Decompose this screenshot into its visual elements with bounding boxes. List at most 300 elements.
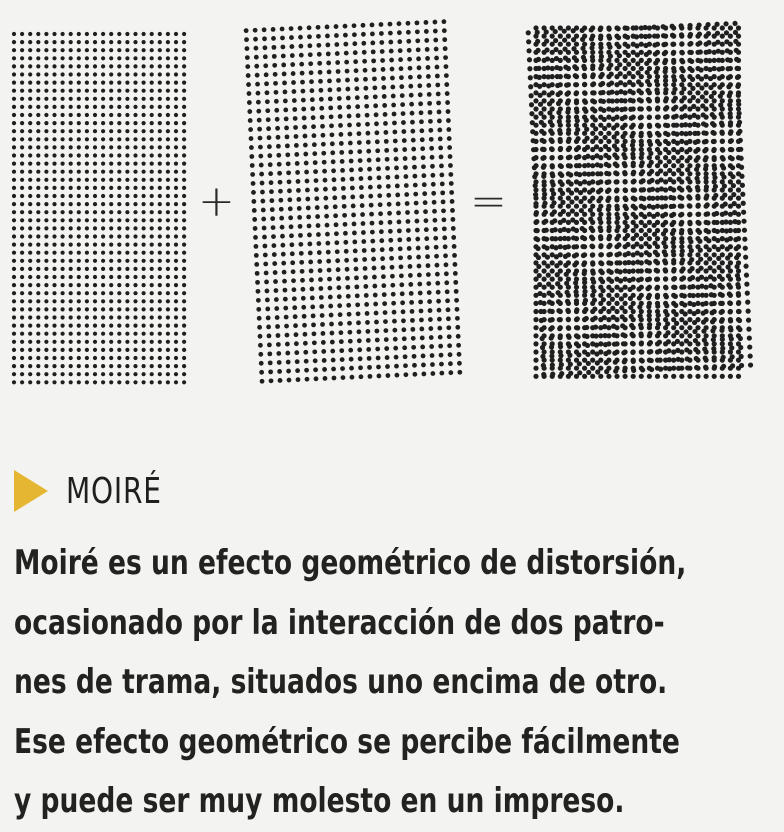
screen-dot	[363, 284, 368, 289]
screen-dot	[601, 99, 606, 104]
screen-dot	[117, 64, 121, 68]
screen-dot	[28, 89, 32, 93]
screen-dot	[417, 83, 422, 88]
screen-dot	[721, 174, 726, 179]
screen-dot	[709, 103, 714, 108]
screen-dot	[447, 343, 452, 348]
screen-dot	[336, 276, 341, 281]
screen-dot	[85, 186, 89, 190]
screen-dot	[590, 374, 595, 379]
screen-dot	[591, 280, 596, 285]
screen-dot	[166, 64, 170, 68]
screen-dot	[654, 69, 659, 74]
screen-dot	[564, 92, 569, 97]
screen-dot	[542, 349, 547, 354]
screen-dot	[85, 226, 89, 230]
screen-dot	[329, 313, 334, 318]
screen-dot	[687, 374, 692, 379]
screen-dot	[629, 134, 634, 139]
screen-dot	[674, 132, 679, 137]
screen-dot	[117, 178, 121, 182]
screen-dot	[313, 367, 318, 372]
screen-dot	[573, 91, 578, 96]
screen-dot	[720, 148, 725, 153]
screen-dot	[117, 170, 121, 174]
screen-dot	[133, 48, 137, 52]
screen-dot	[557, 128, 562, 133]
screen-dot	[182, 275, 186, 279]
screen-dot	[591, 81, 596, 86]
screen-dot	[28, 137, 32, 141]
screen-dot	[631, 170, 636, 175]
screen-dot	[174, 243, 178, 247]
screen-dot	[551, 200, 556, 205]
screen-dot	[325, 34, 330, 39]
screen-dot	[93, 56, 97, 60]
screen-dot	[688, 41, 693, 46]
screen-dot	[101, 315, 105, 319]
screen-dot	[12, 129, 16, 133]
screen-dot	[555, 272, 560, 277]
screen-dot	[343, 33, 348, 38]
screen-dot	[455, 307, 460, 312]
screen-dot	[533, 349, 538, 354]
screen-dot	[546, 273, 551, 278]
screen-dot	[150, 356, 154, 360]
screen-dot	[174, 291, 178, 295]
screen-dot	[12, 340, 16, 344]
screen-dot	[723, 21, 728, 26]
screen-dot	[257, 316, 262, 321]
screen-dot	[358, 365, 363, 370]
screen-dot	[101, 113, 105, 117]
screen-dot	[301, 296, 306, 301]
screen-dot	[150, 72, 154, 76]
screen-dot	[69, 299, 73, 303]
screen-dot	[537, 273, 542, 278]
screen-dot	[664, 96, 669, 101]
screen-dot	[691, 302, 696, 307]
screen-dot	[598, 27, 603, 32]
screen-dot	[389, 58, 394, 63]
screen-dot	[573, 289, 578, 294]
screen-dot	[357, 329, 362, 334]
screen-dot	[358, 158, 363, 163]
screen-dot	[693, 347, 698, 352]
screen-dot	[307, 233, 312, 238]
screen-dot	[101, 340, 105, 344]
screen-dot	[425, 47, 430, 52]
screen-dot	[342, 204, 347, 209]
screen-dot	[28, 340, 32, 344]
screen-dot	[117, 56, 121, 60]
screen-dot	[395, 184, 400, 189]
screen-dot	[420, 345, 425, 350]
screen-dot	[44, 251, 48, 255]
screen-dot	[28, 40, 32, 44]
screen-dot	[625, 35, 630, 40]
screen-dot	[661, 222, 666, 227]
screen-dot	[267, 153, 272, 158]
screen-dot	[627, 80, 632, 85]
screen-dot	[739, 165, 744, 170]
screen-dot	[706, 238, 711, 243]
screen-dot	[418, 101, 423, 106]
screen-dot	[609, 279, 614, 284]
screen-dot	[158, 113, 162, 117]
screen-dot	[321, 151, 326, 156]
screen-dot	[656, 114, 661, 119]
screen-dot	[583, 307, 588, 312]
screen-dot	[401, 120, 406, 125]
screen-dot	[150, 64, 154, 68]
screen-dot	[620, 323, 625, 328]
screen-dot	[117, 234, 121, 238]
screen-dot	[316, 43, 321, 48]
screen-dot	[555, 290, 560, 295]
screen-dot	[634, 34, 639, 39]
screen-dot	[326, 61, 331, 66]
screen-dot	[731, 183, 736, 188]
screen-dot	[446, 127, 451, 132]
screen-dot	[388, 40, 393, 45]
screen-dot	[743, 246, 748, 251]
screen-dot	[281, 54, 286, 59]
screen-dot	[613, 161, 618, 166]
screen-dot	[643, 43, 648, 48]
screen-dot	[93, 145, 97, 149]
screen-dot	[357, 140, 362, 145]
screen-dot	[398, 48, 403, 53]
screen-dot	[565, 109, 570, 114]
screen-dot	[665, 114, 670, 119]
screen-dot	[567, 136, 572, 141]
screen-dot	[453, 271, 458, 276]
screen-dot	[61, 356, 65, 360]
screen-dot	[20, 283, 24, 287]
screen-dot	[321, 142, 326, 147]
screen-dot	[85, 307, 89, 311]
screen-dot	[681, 284, 686, 289]
screen-dot	[52, 210, 56, 214]
screen-dot	[44, 137, 48, 141]
screen-dot	[117, 194, 121, 198]
screen-dot	[254, 46, 259, 51]
screen-dot	[656, 313, 661, 318]
screen-dot	[133, 315, 137, 319]
screen-dot	[133, 210, 137, 214]
screen-dot	[571, 235, 576, 240]
screen-dot	[336, 285, 341, 290]
screen-dot	[174, 64, 178, 68]
screen-dot	[415, 20, 420, 25]
screen-dot	[566, 42, 571, 47]
screen-dot	[20, 186, 24, 190]
screen-dot	[280, 225, 285, 230]
screen-dot	[142, 186, 146, 190]
screen-dot	[69, 113, 73, 117]
screen-dot	[353, 50, 358, 55]
screen-dot	[635, 259, 640, 264]
screen-dot	[150, 332, 154, 336]
screen-dot	[706, 31, 711, 36]
screen-dot	[256, 91, 261, 96]
screen-dot	[101, 299, 105, 303]
screen-dot	[326, 52, 331, 57]
screen-dot	[373, 293, 378, 298]
screen-dot	[61, 145, 65, 149]
screen-dot	[282, 72, 287, 77]
screen-dot	[109, 307, 113, 311]
screen-dot	[309, 269, 314, 274]
screen-dot	[254, 262, 259, 267]
screen-dot	[647, 228, 652, 233]
screen-dot	[698, 257, 703, 262]
screen-dot	[712, 374, 717, 379]
screen-dot	[326, 250, 331, 255]
screen-dot	[174, 226, 178, 230]
screen-dot	[52, 218, 56, 222]
screen-dot	[701, 329, 706, 334]
screen-dot	[125, 64, 129, 68]
screen-dot	[442, 226, 447, 231]
screen-dot	[701, 112, 706, 117]
screen-dot	[150, 194, 154, 198]
screen-dot	[707, 49, 712, 54]
screen-dot	[617, 53, 622, 58]
screen-dot	[133, 356, 137, 360]
screen-dot	[698, 49, 703, 54]
screen-dot	[639, 349, 644, 354]
screen-dot	[570, 208, 575, 213]
screen-dot	[277, 369, 282, 374]
screen-dot	[117, 153, 121, 157]
screen-dot	[133, 186, 137, 190]
screen-dot	[538, 102, 543, 107]
screen-dot	[733, 237, 738, 242]
screen-dot	[596, 180, 601, 185]
screen-dot	[676, 177, 681, 182]
screen-dot	[142, 307, 146, 311]
screen-dot	[589, 226, 594, 231]
screen-dot	[539, 318, 544, 323]
screen-dot	[142, 202, 146, 206]
screen-dot	[697, 31, 702, 36]
screen-dot	[574, 109, 579, 114]
screen-dot	[247, 109, 252, 114]
screen-dot	[656, 123, 661, 128]
screen-dot	[295, 170, 300, 175]
body-paragraph	[14, 534, 739, 832]
screen-dot	[427, 101, 432, 106]
screen-dot	[174, 356, 178, 360]
screen-dot	[410, 318, 415, 323]
screen-dot	[719, 328, 724, 333]
screen-dot	[641, 196, 646, 201]
screen-dot	[581, 55, 586, 60]
screen-dot	[158, 162, 162, 166]
screen-dot	[410, 309, 415, 314]
screen-dot	[690, 284, 695, 289]
screen-dot	[77, 170, 81, 174]
screen-dot	[708, 283, 713, 288]
screen-dot	[646, 295, 651, 300]
screen-dot	[554, 65, 559, 70]
screen-dot	[563, 254, 568, 259]
screen-dot	[302, 116, 307, 121]
screen-dot	[712, 268, 717, 273]
screen-dot	[158, 72, 162, 76]
screen-dot	[52, 283, 56, 287]
screen-dot	[712, 166, 717, 171]
screen-dot	[593, 126, 598, 131]
screen-dot	[133, 129, 137, 133]
screen-dot	[652, 33, 657, 38]
screen-dot	[665, 132, 670, 137]
screen-dot	[568, 362, 573, 367]
screen-dot	[36, 162, 40, 166]
screen-dot	[328, 105, 333, 110]
screen-dot	[573, 73, 578, 78]
screen-dot	[85, 32, 89, 36]
screen-dot	[256, 109, 261, 114]
screen-dot	[664, 303, 669, 308]
screen-dot	[166, 32, 170, 36]
screen-dot	[663, 285, 668, 290]
screen-dot	[319, 97, 324, 102]
screen-dot	[542, 285, 547, 290]
screen-dot	[12, 97, 16, 101]
screen-dot	[413, 183, 418, 188]
screen-dot	[109, 56, 113, 60]
screen-dot	[674, 330, 679, 335]
screen-dot	[545, 264, 550, 269]
screen-dot	[567, 353, 572, 358]
screen-dot	[356, 311, 361, 316]
screen-dot	[629, 314, 634, 319]
screen-dot	[409, 102, 414, 107]
screen-dot	[36, 72, 40, 76]
screen-dot	[720, 260, 725, 265]
screen-dot	[117, 364, 121, 368]
screen-dot	[308, 52, 313, 57]
screen-dot	[375, 347, 380, 352]
screen-dot	[28, 348, 32, 352]
screen-dot	[182, 97, 186, 101]
screen-dot	[355, 95, 360, 100]
screen-dot	[376, 356, 381, 361]
screen-dot	[685, 365, 690, 370]
screen-dot	[555, 281, 560, 286]
screen-dot	[263, 63, 268, 68]
screen-dot	[671, 374, 676, 379]
screen-dot	[734, 264, 739, 269]
screen-dot	[44, 121, 48, 125]
screen-dot	[629, 323, 634, 328]
screen-dot	[549, 146, 554, 151]
screen-dot	[434, 56, 439, 61]
screen-dot	[327, 87, 332, 92]
screen-dot	[133, 202, 137, 206]
screen-dot	[28, 226, 32, 230]
screen-dot	[541, 363, 546, 368]
screen-dot	[150, 251, 154, 255]
screen-dot	[658, 177, 663, 182]
screen-dot	[267, 135, 272, 140]
screen-dot	[69, 340, 73, 344]
screen-dot	[716, 256, 721, 261]
screen-dot	[182, 340, 186, 344]
screen-dot	[150, 364, 154, 368]
screen-dot	[457, 370, 462, 375]
screen-dot	[133, 170, 137, 174]
screen-dot	[69, 259, 73, 263]
screen-dot	[686, 185, 691, 190]
screen-dot	[335, 258, 340, 263]
screen-dot	[174, 340, 178, 344]
screen-dot	[622, 368, 627, 373]
screen-dot	[702, 338, 707, 343]
screen-dot	[182, 202, 186, 206]
screen-dot	[12, 121, 16, 125]
screen-dot	[403, 363, 408, 368]
screen-dot	[310, 88, 315, 93]
screen-dot	[69, 226, 73, 230]
screen-dot	[44, 48, 48, 52]
screen-dot	[109, 145, 113, 149]
screen-dot	[109, 40, 113, 44]
screen-dot	[20, 218, 24, 222]
screen-dot	[294, 143, 299, 148]
screen-dot	[550, 268, 555, 273]
screen-dot	[718, 301, 723, 306]
screen-dot	[245, 55, 250, 60]
screen-dot	[142, 283, 146, 287]
screen-dot	[540, 336, 545, 341]
screen-dot	[307, 242, 312, 247]
screen-dot	[611, 333, 616, 338]
screen-dot	[383, 130, 388, 135]
screen-dot	[269, 180, 274, 185]
screen-dot	[703, 157, 708, 162]
screen-dot	[730, 156, 735, 161]
screen-dot	[426, 281, 431, 286]
screen-dot	[647, 374, 652, 379]
screen-dot	[85, 299, 89, 303]
screen-dot	[101, 129, 105, 133]
screen-dot	[536, 255, 541, 260]
screen-dot	[734, 48, 739, 53]
screen-dot	[623, 197, 628, 202]
screen-dot	[303, 143, 308, 148]
screen-dot	[553, 38, 558, 43]
screen-dot	[101, 170, 105, 174]
screen-dot	[443, 253, 448, 258]
screen-dot	[533, 325, 538, 330]
screen-dot	[627, 269, 632, 274]
screen-dot	[664, 105, 669, 110]
screen-dot	[12, 243, 16, 247]
screen-dot	[331, 168, 336, 173]
screen-dot	[93, 226, 97, 230]
screen-dot	[174, 56, 178, 60]
screen-dot	[648, 349, 653, 354]
screen-dot	[720, 341, 725, 346]
screen-dot	[28, 145, 32, 149]
screen-dot	[725, 255, 730, 260]
screen-dot	[109, 210, 113, 214]
screen-dot	[605, 198, 610, 203]
